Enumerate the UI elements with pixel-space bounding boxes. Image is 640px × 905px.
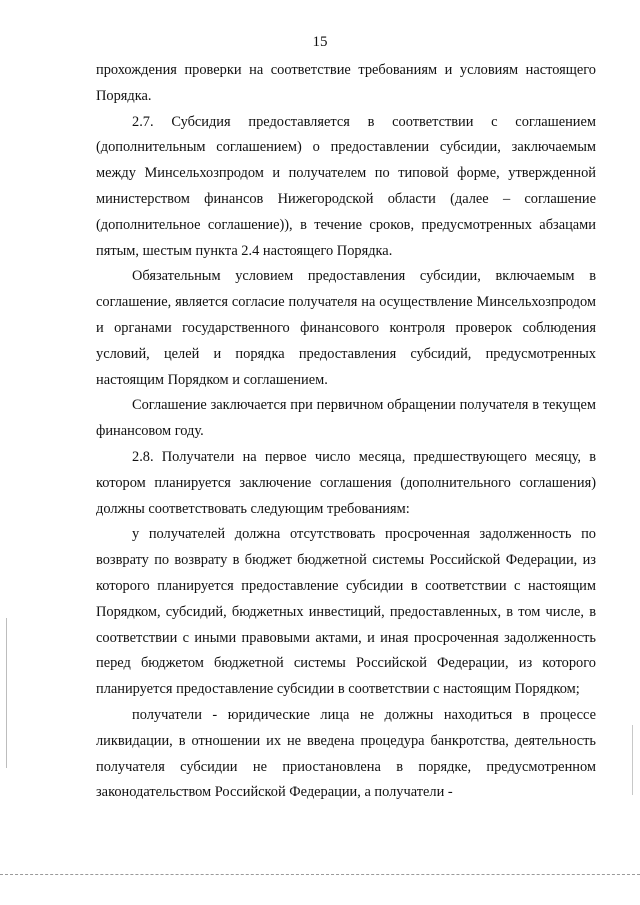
scan-edge-mark-left xyxy=(6,618,7,768)
document-body xyxy=(96,58,596,806)
paragraph-agreement-timing: Соглашение заключается при первичном обращении получателя в текущем финансовом году. xyxy=(96,397,596,440)
paragraph-mandatory-condition: Обязательным условием предоставления субсидии, включаемым в соглашение, является согласие получателя на осуществление Минсельхозпродом и органами государственного финансового контроля проверок соблюдения условий, целей и порядка предоставления субсидий, предусмотренных настоящим Порядком и соглашением. xyxy=(96,268,596,388)
paragraph-2-8: 2.8. Получатели на первое число месяца, предшествующего месяцу, в котором планируется заключение соглашения (дополнительного соглашения) должны соответствовать следующим требованиям: xyxy=(96,448,596,517)
paragraph-no-liquidation-requirement: получатели - юридические лица не должны находиться в процессе ликвидации, в отношении их не введена процедура банкротства, деятельность получателя субсидии не приостановлена в порядке, предусмотренном законодательством Российской Федерации, а получатели - xyxy=(96,706,596,801)
paragraph-no-debt-requirement: у получателей должна отсутствовать просроченная задолженность по возврату по возврату в бюджет бюджетной системы Российской Федерации, из которого планируется предоставление субсидии в соответствии с настоящим Порядком, субсидий, бюджетных инвестиций, предоставленных, в том числе, в соответствии с иными правовыми актами, и иная просроченная задолженность перед бюджетом бюджетной системы Российской Федерации, из которого планируется предоставление субсидии в соответствии с настоящим Порядком; xyxy=(96,526,596,698)
page-bottom-dashed-rule xyxy=(0,874,640,875)
scan-edge-mark-right xyxy=(632,725,633,795)
paragraph-continuation: прохождения проверки на соответствие требованиям и условиям настоящего Порядка. xyxy=(96,62,596,104)
page-number: 15 xyxy=(312,34,328,50)
paragraph-2-7: 2.7. Субсидия предоставляется в соответствии с соглашением (дополнительным соглашением) о предоставлении субсидии, заключаемым между Минсельхозпродом и получателем по типовой форме, утвержденной министерством финансов Нижегородской области (далее – соглашение (дополнительное соглашение)), в течение сроков, предусмотренных абзацами пятым, шестым пункта 2.4 настоящего Порядка. xyxy=(96,113,596,259)
